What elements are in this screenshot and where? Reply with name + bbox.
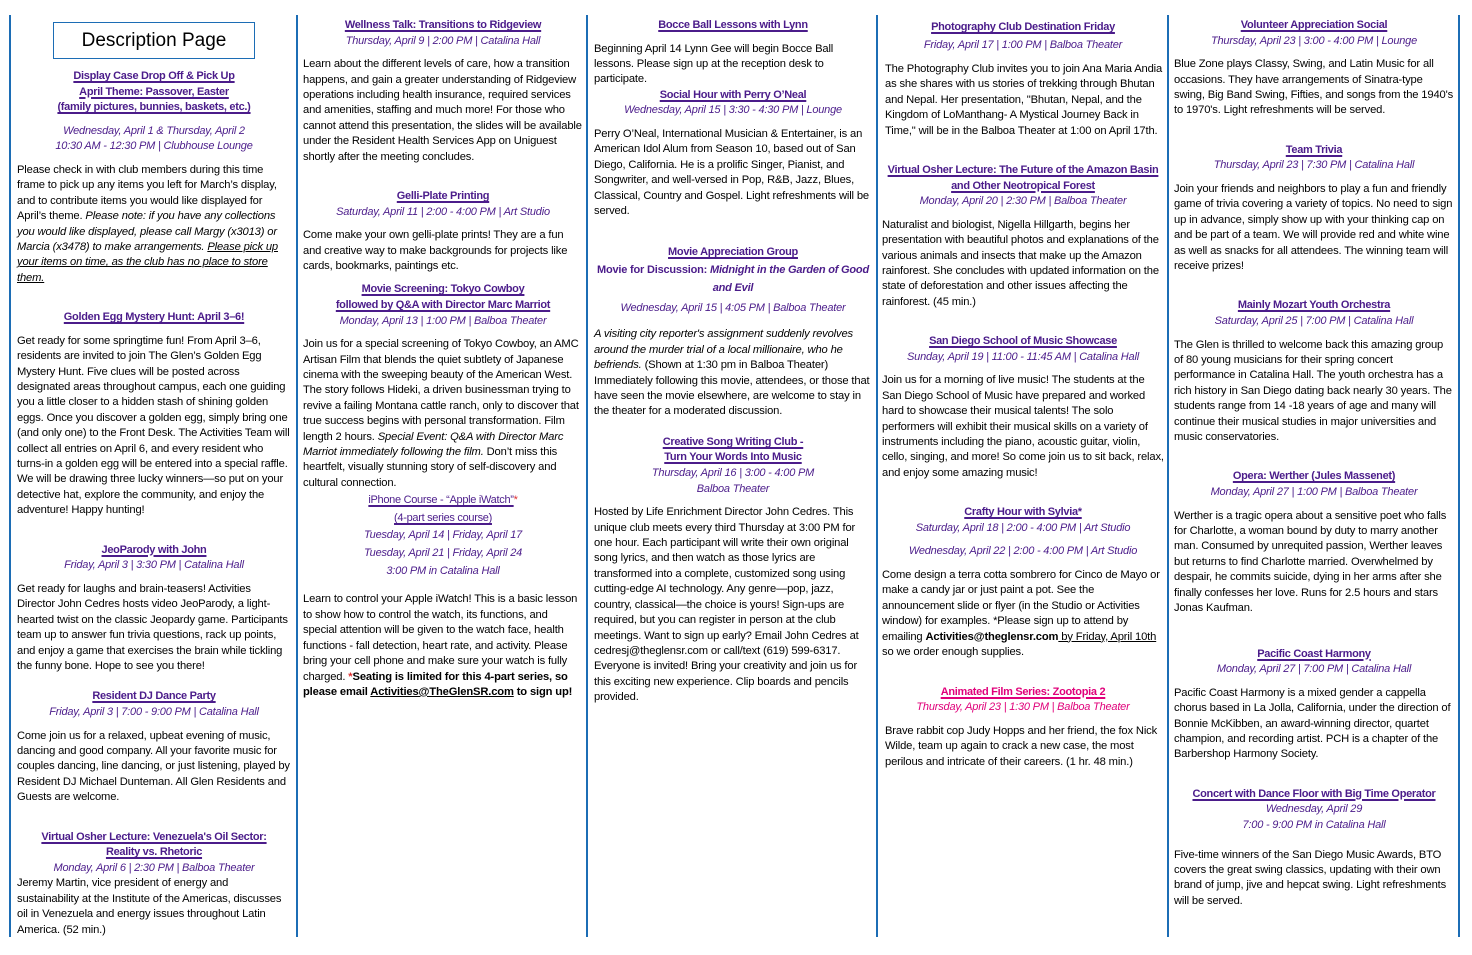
event-description: Learn about the different levels of care, how a transition happens, and gain a greater understanding of Ridgeview operations including health insurance, required services and amenities, staffing and much more! For those who cannot attend this presentation, the slides will be available under the Resident Health Services App on Uniguest shortly after the meeting concludes. [303,58,582,163]
event-description: Jeremy Martin, vice president of energy and sustainability at the Institute of the Americas, discusses oil in Venezuela and energy issues throughout Latin America. (52 min.) [17,877,282,936]
event-datetime: Wednesday, April 29 [1265,803,1363,816]
event-title: Golden Egg Mystery Hunt: April 3–6! [63,311,245,324]
event-title: (4-part series course) [394,511,492,524]
event-datetime: Monday, April 13 | 1:00 PM | Balboa Theater [339,314,547,327]
event-datetime: Friday, April 3 | 7:00 - 9:00 PM | Catalina Hall [49,705,259,718]
event-title: Photography Club Destination Friday [931,21,1115,33]
event-osher-amazon [882,163,1164,310]
event-title: Bocce Ball Lessons with Lynn [658,19,808,31]
event-title: Movie Appreciation Group [668,246,798,259]
event-description: Perry O’Neal, International Musician & Entertainer, is an American Idol Alum from Season 10, based out of San Diego, California. He is a prolific Singer, Pianist, and Songwriter, and well-versed in Pop, R&B, Jazz, Blues, Classical, Country and Gospel. Light refreshments will be served. [594,128,869,218]
event-title: Animated Film Series: Zootopia 2 [940,685,1106,698]
event-datetime: Thursday, April 23 | 7:30 PM | Catalina Hall [1213,159,1415,172]
event-title: Wellness Talk: Transitions to Ridgeview [344,19,542,31]
event-description: Come design a terra cotta sombrero for Cinco de Mayo or make a candy jar or just paint a pot. See the announcement slide or flyer (in the Studio or Activities window) for examples. *Please sign up to attend by emailing Activities@theglensr.com by Friday, April 10th so we order enough supplies. [882,569,1160,659]
event-title: JeoParody with John [101,543,207,556]
event-photography-club [882,18,1164,139]
event-school-of-music [882,334,1164,481]
event-mainly-mozart [1174,298,1454,445]
event-datetime: 7:00 - 9:00 PM in Catalina Hall [1242,818,1386,831]
column-divider [1167,15,1169,937]
event-description: Get ready for some springtime fun! From April 3–6, residents are invited to join The Glen’s Golden Egg Mystery Hunt. Five clues will be posted across designated areas throughout campus, each one guiding you a little closer to a hidden stash of shining golden eggs. Once you discover a golden egg, simply bring one (and only one) to the Front Desk. The Activities Team will collect all entries on April 6, and every resident who turns-in a golden egg will be entered into a special raffle. We will be drawing three lucky winners—so put on your detective hat, explore the community, and enjoy the adventure! Happy hunting! [17,334,290,517]
column-divider [296,15,298,937]
event-dj-dance-party [17,689,291,805]
event-datetime: Monday, April 20 | 2:30 PM | Balboa Theater [919,195,1127,208]
event-description: Hosted by Life Enrichment Director John Cedres. This unique club meets every third Thursday at 3:00 PM for one hour. Each participant will write their own original song lyrics, and then watch as those lyrics are transformed into a complete, customized song using cutting-edge AI technology. Any genre—pop, jazz, country, classical—the choice is yours! Sign-ups are required, but you can register in person at the club meetings. Want to sign up early? Email John Cedres at cedresj@theglensr.com or call/text (619) 599-6317. Everyone is invited! Bring your creativity and join us for this exciting new experience. Clip boards and pencils provided. [594,506,859,704]
event-datetime: Saturday, April 25 | 7:00 PM | Catalina Hall [1214,315,1414,328]
event-description: Get ready for laughs and brain-teasers! Activities Director John Cedres hosts video JeoParody, a light-hearted twist on the classic Jeopardy game. Participants team up to answer fun trivia questions, rack up points, and enjoy a game that exercises the brain while tickling the funny bone. Hope to see you there! [17,582,288,672]
event-description: Brave rabbit cop Judy Hopps and her friend, the fox Nick Wilde, team up again to crack a new case, the most perilous and intricate of their careers. (1 hr. 48 min.) [885,724,1158,768]
event-datetime: Tuesday, April 21 | Friday, April 24 [363,547,523,560]
column-divider [586,15,588,937]
event-opera-werther [1174,469,1454,616]
event-pacific-coast-harmony [1174,647,1454,763]
event-title: Display Case Drop Off & Pick Up [73,70,235,82]
event-description: Pacific Coast Harmony is a mixed gender a cappella chorus based in La Jolla, California, under the direction of Bonnie McKibben, an award-winning director, quartet champion, and recording artist. PCH is a chapter of the Barbershop Harmony Society. [1174,686,1451,761]
event-title: Pacific Coast Harmony [1257,647,1371,660]
event-datetime: Wednesday, April 15 | 3:30 - 4:30 PM | Lounge [624,104,842,117]
event-datetime: Monday, April 6 | 2:30 PM | Balboa Theater [53,861,255,874]
event-volunteer-social [1174,18,1454,119]
event-display-case [17,69,291,286]
event-datetime: Friday, April 3 | 3:30 PM | Catalina Hall [64,559,244,572]
activities-email-link[interactable]: Activities@theglensr.com [925,630,1059,643]
event-description: Come join us for a relaxed, upbeat evening of music, dancing and good company. All your favorite music for couples dancing, line dancing, or just listening, played by Resident DJ Michael Dunteman. All Glen Residents and Guests are welcome. [17,729,290,804]
event-datetime: Wednesday, April 1 & Thursday, April 2 [63,124,245,137]
column-divider [1458,15,1460,937]
event-datetime: Saturday, April 11 | 2:00 - 4:00 PM | Art Studio [336,205,550,218]
event-title: Virtual Osher Lecture: Venezuela's Oil Sector: [41,830,267,843]
event-title: Volunteer Appreciation Social [1240,19,1388,31]
event-title: Movie Screening: Tokyo Cowboy [361,283,525,296]
event-title: Turn Your Words Into Music [664,451,802,464]
event-description: Please check in with club members during this time frame to pick up any items you left for March’s display, and to contribute items you would like displayed for April’s theme. Please note: if you have any collections you would like displayed, please call Margy (x3013) or Marcia (x3478) to make arrangements. Please pick up your items on time, as the club has no place to store them. [17,163,278,284]
event-description: The Glen is thrilled to welcome back this amazing group of 80 young musicians for their spring concert performance in Catalina Hall. The youth orchestra has a rich history in San Diego dating back nearly 30 years. The students range from 14 -18 years of age and many will continue their musical studies in major universities and music conservatories. [1174,338,1452,444]
event-datetime: Monday, April 27 | 7:00 PM | Catalina Hall [1216,663,1412,676]
column-5 [1174,18,1454,909]
event-datetime: Monday, April 27 | 1:00 PM | Balboa Theater [1210,486,1418,499]
event-datetime: Tuesday, April 14 | Friday, April 17 [363,529,523,542]
page-title: Description Page [53,22,255,59]
event-title: Reality vs. Rhetoric [105,846,203,859]
event-title: and Other Neotropical Forest [951,179,1095,192]
event-description: Come make your own gelli-plate prints! They are a fun and creative way to make backgrounds for projects like cards, bookmarks, paintings etc. [303,229,568,273]
event-datetime: 10:30 AM - 12:30 PM | Clubhouse Lounge [55,140,253,153]
column-2 [303,18,583,700]
event-description: The Photography Club invites you to join Ana Maria Andia as she shares with us stories of trekking through Bhutan and Nepal. Her presentation, "Bhutan, Nepal, and the Kingdom of LoManthang- A Mystical Journey Back in Time," will be in the Balboa Theater at 1:00 on April 17th. [885,63,1163,137]
event-description: Join us for a morning of live music! The students at the San Diego School of Music have prepared and worked hard to showcase their musical talents! The solo performers will exhibit their musical skills on a variety of instruments including the piano, acoustic guitar, violin, cello, singing, and more! So come join us to sit back, relax, and enjoy some amazing music! [882,374,1164,479]
event-description: Naturalist and biologist, Nigella Hillgarth, begins her presentation with beautiful photos and explanations of the various animals and insects that make up the Amazon rainforest. She concludes with updated information on the state of deforestation and other issues affecting the rainforest. (45 min.) [882,218,1159,308]
activities-email-link[interactable]: Activities@TheGlenSR.com [370,685,514,698]
column-divider [876,15,878,937]
column-3 [594,18,872,706]
event-zootopia [882,685,1164,770]
event-datetime: Thursday, April 23 | 3:00 - 4:00 PM | Lounge [1210,34,1418,47]
event-title: followed by Q&A with Director Marc Marriot [335,299,551,312]
event-movie-appreciation [594,243,872,419]
event-gelli-plate [303,189,583,274]
event-title: San Diego School of Music Showcase [929,335,1117,348]
event-description: Werther is a tragic opera about a sensitive poet who falls for Charlotte, a woman bound by duty to marry another man. Consumed by unrequited passion, Werther leaves but returns to find Charlotte married. Overwhelmed by despair, he commits suicide, dying in her arms after she finally confesses her love. Runs for 2.5 hours and stars Jonas Kaufman. [1174,509,1447,615]
event-title: Resident DJ Dance Party [92,690,216,703]
event-title: Gelli-Plate Printing [396,190,490,203]
event-title: Virtual Osher Lecture: The Future of the Amazon Basin [887,164,1159,177]
event-title: Opera: Werther (Jules Massenet) [1232,470,1396,483]
event-social-hour [594,88,872,220]
event-location: Balboa Theater [696,482,770,495]
column-divider [9,15,11,937]
event-datetime: 3:00 PM in Catalina Hall [386,565,500,578]
event-description: Join us for a special screening of Tokyo Cowboy, an AMC Artisan Film that blends the quiet subtlety of Japanese cinema with the sweeping beauty of the American West. The story follows Hideki, a driven businessman trying to revive a failing Montana cattle ranch, only to discover that true success begins with personal transformation. Film length 2 hours. Special Event: Q&A with Director Marc Marriot immediately following the film. Don’t miss this heartfelt, visually stunning story of self-discovery and cultural connection. [303,338,579,489]
event-osher-venezuela [17,830,291,938]
event-golden-egg [17,310,291,518]
event-title: Crafty Hour with Sylvia* [964,506,1082,519]
event-description: Join your friends and neighbors to play a fun and friendly game of trivia covering a variety of topics. No need to sign up in advance, simply show up with your thinking cap on and be part of a team. We will provide red and white wine as well as snacks for all attendees. The winning team will receive prizes! [1174,183,1453,273]
event-jeoparody [17,543,291,675]
event-datetime: Friday, April 17 | 1:00 PM | Balboa Theater [923,39,1123,51]
event-iphone-course [303,493,583,700]
event-big-time-operator [1174,787,1454,909]
event-datetime: Wednesday, April 22 | 2:00 - 4:00 PM | Art Studio [908,545,1138,558]
event-title: Concert with Dance Floor with Big Time Operator [1192,787,1436,800]
event-description: Five-time winners of the San Diego Music Awards, BTO covers the great swing classics, updating with their own brand of jump, jive and hepcat swing. Light refreshments will be served. [1174,848,1447,907]
event-datetime: Wednesday, April 15 | 4:05 PM | Balboa Theater [620,302,846,315]
event-subtitle: Movie for Discussion: Midnight in the Garden of Good and Evil [597,264,869,295]
event-title: Creative Song Writing Club - [662,435,804,448]
event-title: iPhone Course - “Apple iWatch”* [303,493,583,509]
event-wellness-talk [303,18,583,165]
event-title: April Theme: Passover, Easter [79,85,229,98]
event-title: Team Trivia [1285,143,1343,156]
event-datetime: Saturday, April 18 | 2:00 - 4:00 PM | Art Studio [915,521,1131,534]
event-datetime: Thursday, April 23 | 1:30 PM | Balboa Theater [916,701,1130,714]
event-description: Beginning April 14 Lynn Gee will begin Bocce Ball lessons. Please sign up at the reception desk to participate. [594,42,834,86]
event-datetime: Thursday, April 9 | 2:00 PM | Catalina Hall [345,34,541,47]
column-4 [882,18,1164,770]
event-title: Mainly Mozart Youth Orchestra [1237,299,1391,312]
event-datetime: Thursday, April 16 | 3:00 - 4:00 PM [651,467,815,480]
event-description: Blue Zone plays Classy, Swing, and Latin Music for all occasions. They have arrangements of Sinatra-type swing, Big Band Swing, Fifties, and songs from the 1940's to 1970's. Light refreshments will be served. [1174,58,1454,117]
event-tokyo-cowboy [303,282,583,491]
event-song-writing [594,435,872,706]
event-description: A visiting city reporter's assignment suddenly revolves around the murder trial of a local millionaire, who he befriends. (Shown at 1:30 pm in Balboa Theater) Immediately following this movie, attendees, or those that have seen the movie elsewhere, are welcome to stay in the theater for a moderated discussion. [594,328,870,418]
event-bocce-ball [594,18,872,88]
asterisk-marker: * [513,494,518,507]
event-team-trivia [1174,143,1454,275]
event-description: Learn to control your Apple iWatch! This is a basic lesson to show how to control the watch, its functions, and special attention will be given to the watch face, health functions - fall detection, heart rate, and activity. Please bring your cell phone and make sure your watch is fully charged. *Seating is limited for this 4-part series, so please email Activities@TheGlenSR.com to sign up! [303,593,578,698]
event-datetime: Sunday, April 19 | 11:00 - 11:45 AM | Catalina Hall [907,350,1139,363]
column-1 [17,10,291,938]
event-crafty-hour [882,505,1164,660]
event-title: (family pictures, bunnies, baskets, etc.) [57,101,251,114]
event-title: Social Hour with Perry O’Neal [659,88,807,101]
